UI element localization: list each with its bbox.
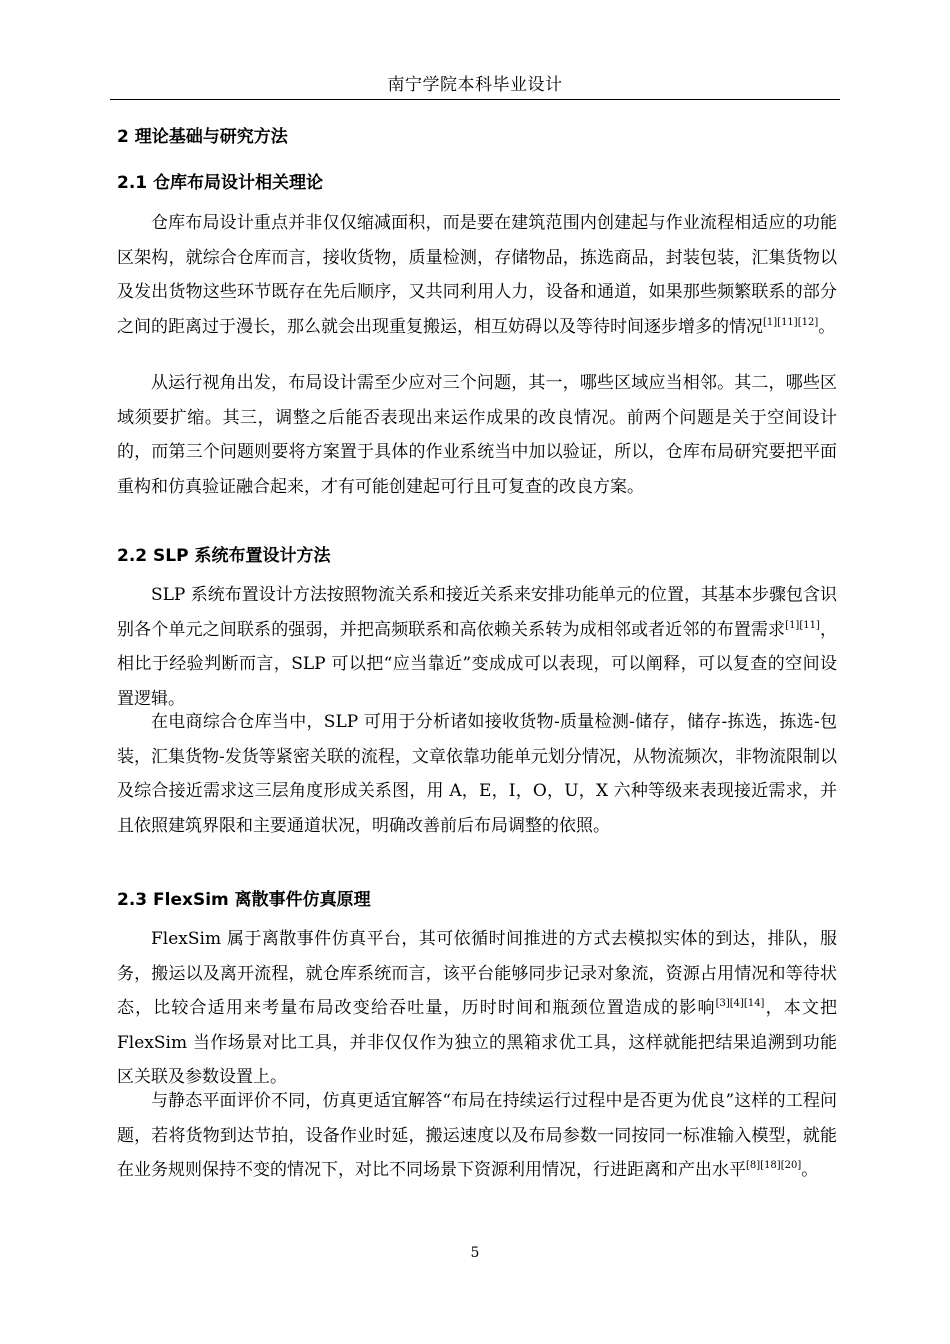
section-heading-2-2: 2.2 SLP 系统布置设计方法 [117,546,331,566]
page-header-title: 南宁学院本科毕业设计 [387,75,563,95]
paragraph-text: 在电商综合仓库当中，SLP 可用于分析诸如接收货物-质量检测-储存，储存-拣选，拣选-包装，汇集货物-发货等紧密关联的流程，文章依靠功能单元划分情况，从物流频次，非物流限制以及综合接近需求这三层角度形成关系图，用 A，E，I，O，U，X 六种等级来表现接近需求，并且依照建筑界限和主要通道状况，明确改善前后布局调整的依照。 [117,712,837,836]
paragraph-tail: ，相比于经验判断而言，SLP 可以把“应当靠近”变成成可以表现，可以阐释，可以复查的空间设置逻辑。 [117,619,838,709]
section-heading-2-3: 2.3 FlexSim 离散事件仿真原理 [117,890,371,910]
paragraph-text: 从运行视角出发，布局设计需至少应对三个问题，其一，哪些区域应当相邻。其二，哪些区域须要扩缩。其三，调整之后能否表现出来运作成果的改良情况。前两个问题是关于空间设计的，而第三个问题则要将方案置于具体的作业系统当中加以验证，所以，仓库布局研究要把平面重构和仿真验证融合起来，才有可能创建起可行且可复查的改良方案。 [117,373,837,497]
header-divider [110,99,840,100]
paragraph-2-2-a [117,578,837,716]
citation: [1][11] [785,619,820,631]
paragraph-tail: 。 [801,1160,819,1180]
citation: [1][11][12] [763,316,819,328]
section-heading-2-1: 2.1 仓库布局设计相关理论 [117,173,324,193]
citation: [3][4][14] [715,998,765,1009]
paragraph-2-3-a [117,922,837,1095]
paragraph-text: 与静态平面评价不同，仿真更适宜解答“布局在持续运行过程中是否更为优良”这样的工程问题，若将货物到达节拍，设备作业时延，搬运速度以及布局参数一同按同一标准输入模型，就能在业务规则保持不变的情况下，对比不同场景下资源利用情况，行进距离和产出水平 [117,1091,837,1180]
paragraph-2-1-a [117,206,837,344]
paragraph-2-2-b [117,705,837,843]
paragraph-2-1-b [117,366,837,504]
citation: [8][18][20] [746,1160,802,1171]
page-number: 5 [470,1245,480,1261]
chapter-heading: 2 理论基础与研究方法 [117,127,288,147]
paragraph-text: FlexSim 属于离散事件仿真平台，其可依循时间推进的方式去模拟实体的到达，排队，服务，搬运以及离开流程，就仓库系统而言，该平台能够同步记录对象流，资源占用情况和等待状态，比较合适用来考量布局改变给吞吐量，历时时间和瓶颈位置造成的影响 [117,929,837,1018]
paragraph-text: 仓库布局设计重点并非仅仅缩减面积，而是要在建筑范围内创建起与作业流程相适应的功能区架构，就综合仓库而言，接收货物，质量检测，存储物品，拣选商品，封装包装，汇集货物以及发出货物这些环节既存在先后顺序，又共同利用人力，设备和通道，如果那些频繁联系的部分之间的距离过于漫长，那么就会出现重复搬运，相互妨碍以及等待时间逐步增多的情况 [117,213,837,337]
paragraph-text: SLP 系统布置设计方法按照物流关系和接近关系来安排功能单元的位置，其基本步骤包含识别各个单元之间联系的强弱，并把高频联系和高依赖关系转为成相邻或者近邻的布置需求 [117,585,837,640]
paragraph-tail: ，本文把 FlexSim 当作场景对比工具，并非仅仅作为独立的黑箱求优工具，这样就能把结果追溯到功能区关联及参数设置上。 [117,998,838,1087]
paragraph-tail: 。 [818,316,836,337]
paragraph-2-3-b [117,1084,837,1188]
